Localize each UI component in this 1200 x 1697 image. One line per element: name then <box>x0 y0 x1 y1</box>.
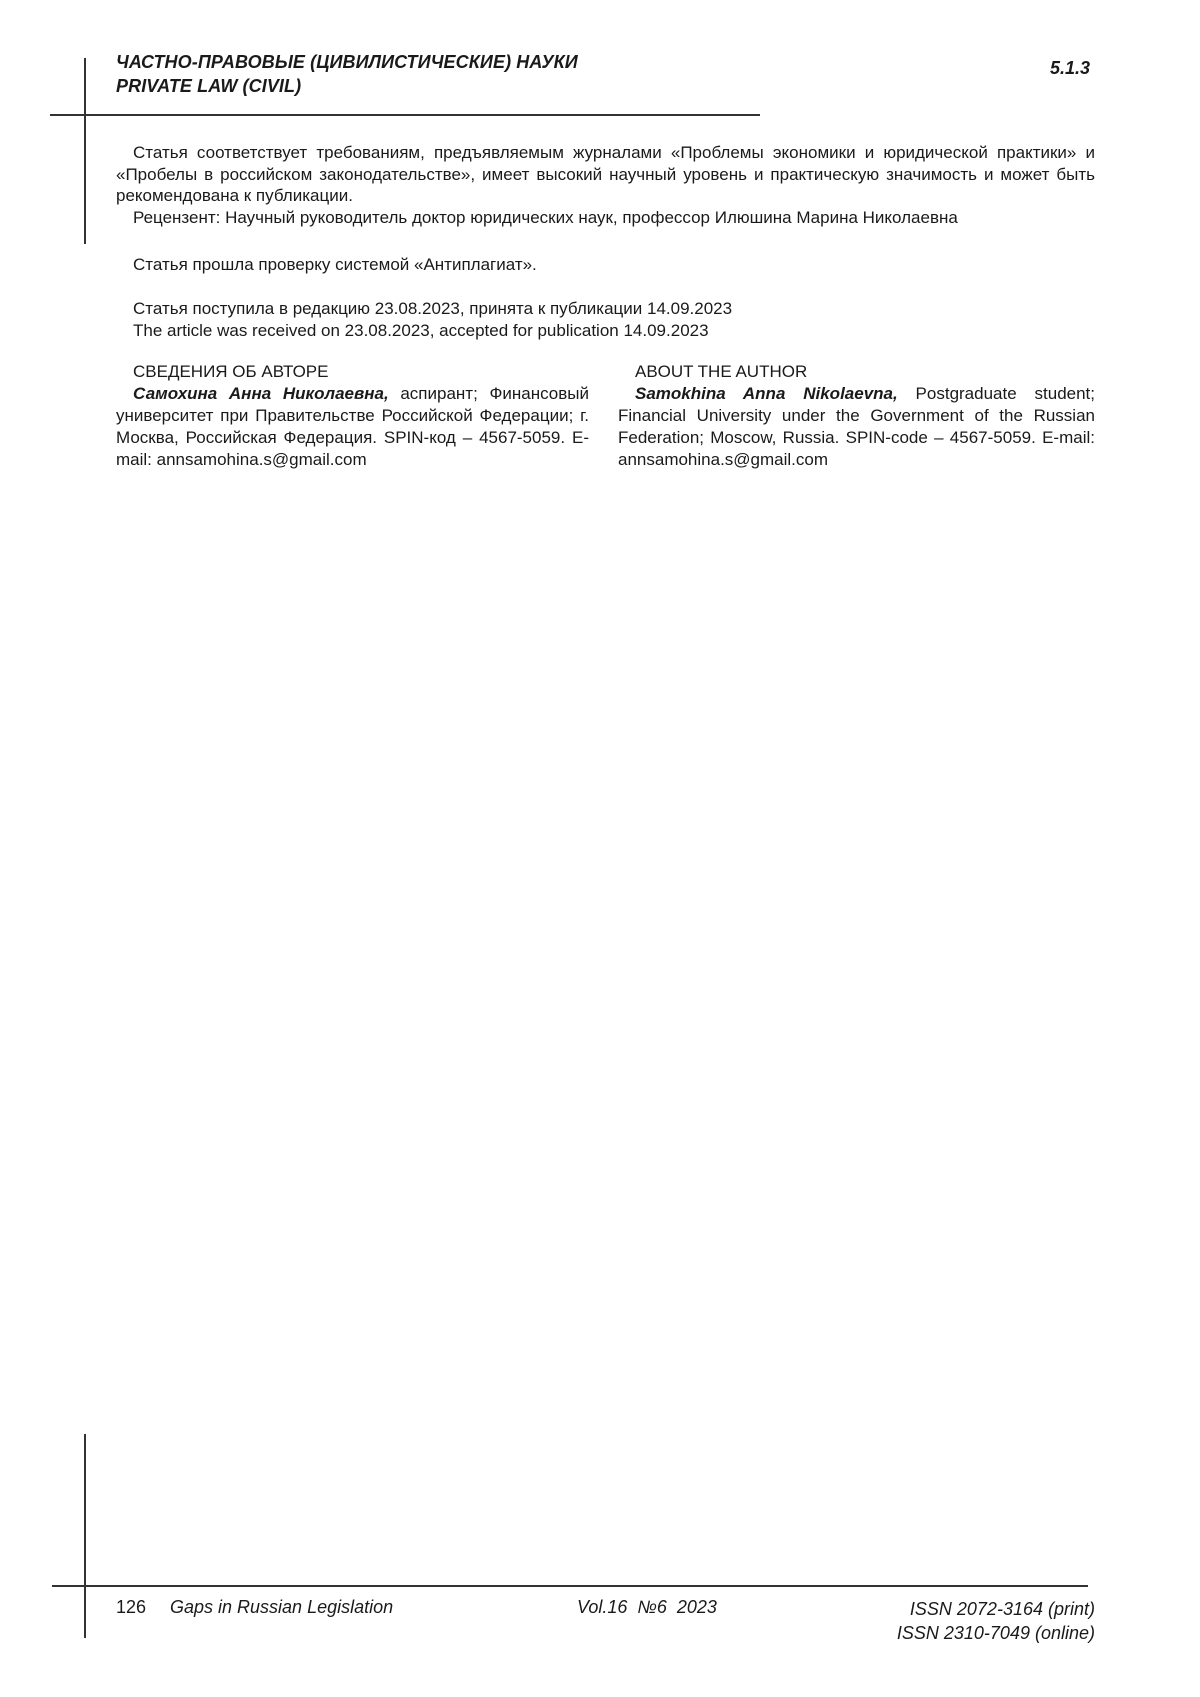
issn-online: ISSN 2310-7049 (online) <box>896 1623 1095 1643</box>
author-text-ru <box>116 383 589 471</box>
author-heading-ru: СВЕДЕНИЯ ОБ АВТОРЕ <box>133 362 329 381</box>
author-info-en <box>618 361 1095 471</box>
author-name-en: Samokhina Anna Nikolaevna, <box>635 384 898 403</box>
recommendation-paragraph: Статья соответствует требованиям, предъявляемым журналами «Проблемы экономики и юридической практики» и «Пробелы в российском законодательстве», имеет высокий научный уровень и практическую значимость и может быть рекомендована к публикации. <box>116 143 1095 205</box>
antiplagiat-block <box>116 254 1095 276</box>
author-text-en <box>618 383 1095 471</box>
antiplagiat-line: Статья прошла проверку системой «Антиплагиат». <box>133 255 537 274</box>
author-heading-en: ABOUT THE AUTHOR <box>635 362 808 381</box>
footer-vertical-rule <box>84 1434 86 1638</box>
header-horizontal-rule <box>50 114 760 116</box>
journal-name: Gaps in Russian Legislation <box>170 1597 394 1617</box>
received-en-line: The article was received on 23.08.2023, accepted for publication 14.09.2023 <box>133 320 709 340</box>
issn-print: ISSN 2072-3164 (print) <box>909 1599 1095 1619</box>
header-vertical-rule <box>84 58 86 244</box>
author-name-ru: Самохина Анна Николаевна, <box>133 384 389 403</box>
dates-block <box>116 298 1095 341</box>
running-header <box>116 50 578 98</box>
reviewer-line: Рецензент: Научный руководитель доктор юридических наук, профессор Илюшина Марина Николаевна <box>133 207 958 227</box>
author-info-ru <box>116 361 589 471</box>
page-number: 126 <box>116 1597 147 1617</box>
footer-horizontal-rule <box>52 1585 1088 1587</box>
received-ru-line: Статья поступила в редакцию 23.08.2023, принята к публикации 14.09.2023 <box>133 299 733 318</box>
author-details-ru: аспирант; Финансовый университет при Правительстве Российской Федерации; г. Москва, Российская Федерация. SPIN-код – 4567-5059. E-mail: annsamohina.s@gmail.com <box>116 384 589 469</box>
volume-issue: Vol.16 №6 2023 <box>577 1597 717 1617</box>
section-title-en: PRIVATE LAW (CIVIL) <box>116 76 302 96</box>
section-title-ru: ЧАСТНО-ПРАВОВЫЕ (ЦИВИЛИСТИЧЕСКИЕ) НАУКИ <box>116 52 578 72</box>
specialty-code: 5.1.3 <box>1049 58 1090 78</box>
author-details-en: Postgraduate student; Financial University under the Government of the Russian Federation; Moscow, Russia. SPIN-code – 4567-5059. E-mail: annsamohina.s@gmail.com <box>618 384 1095 469</box>
article-notes <box>116 142 1095 228</box>
issn-block <box>897 1597 1095 1645</box>
